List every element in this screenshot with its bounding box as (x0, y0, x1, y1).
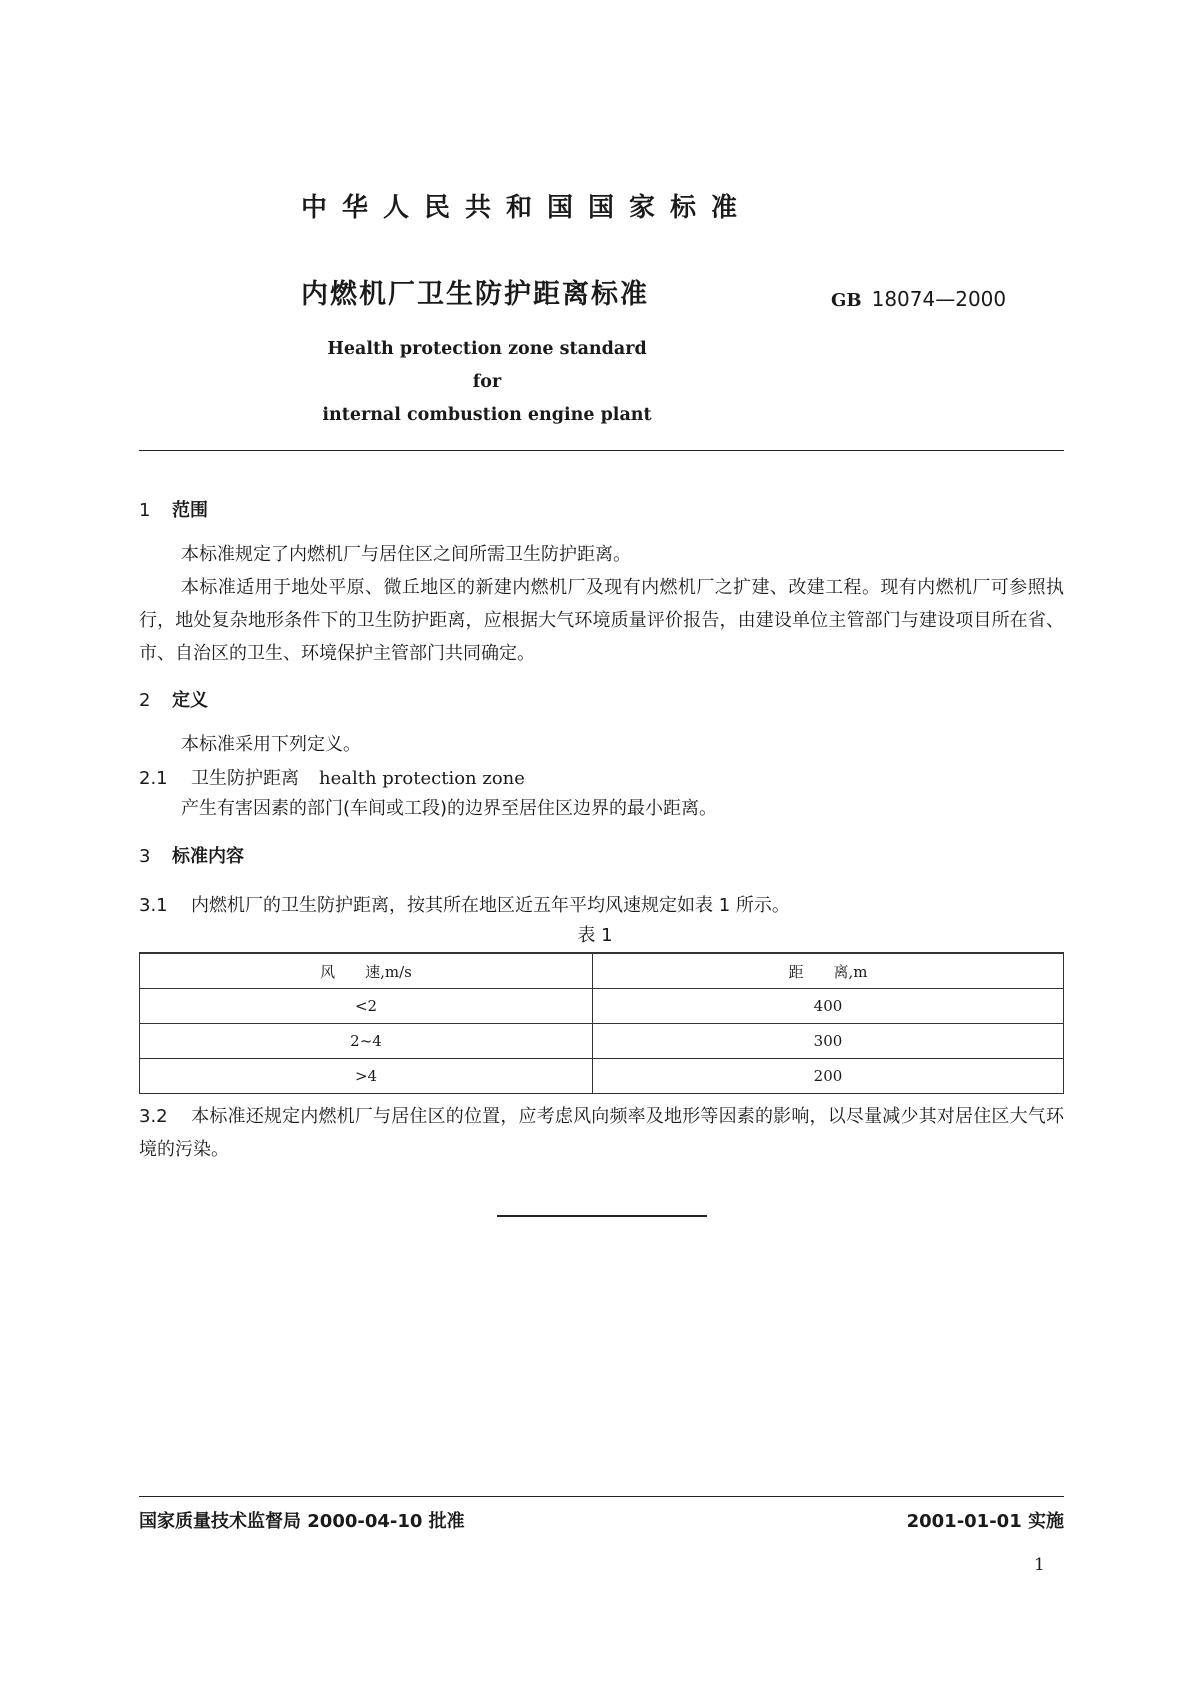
header-distance: 距 离,m (593, 953, 1064, 989)
section-1-paragraph-1: 本标准规定了内燃机厂与居住区之间所需卫生防护距离。 (181, 544, 631, 565)
section-2-number: 2 (139, 690, 151, 711)
clause-3-1 (139, 891, 790, 917)
header-wind-speed: 风 速,m/s (140, 953, 593, 989)
cell-wind-speed: <2 (140, 989, 593, 1024)
title-en-line-1: Health protection zone standard for (327, 339, 647, 392)
clause-3-2-text: 本标准还规定内燃机厂与居住区的位置，应考虑风向频率及地形等因素的影响，以尽量减少其对居住区大气环境的污染。 (139, 1106, 1064, 1160)
cell-distance: 400 (593, 989, 1064, 1024)
cell-wind-speed: >4 (140, 1059, 593, 1094)
cell-wind-speed: 2~4 (140, 1024, 593, 1059)
section-2-paragraph-1: 本标准采用下列定义。 (181, 734, 361, 755)
code-number: 18074—2000 (871, 287, 1007, 311)
section-3-number: 3 (139, 846, 151, 867)
definition-term-en: health protection zone (319, 768, 525, 789)
clause-3-1-text: 内燃机厂的卫生防护距离，按其所在地区近五年平均风速规定如表 1 所示。 (191, 895, 790, 916)
approval-info: 国家质量技术监督局 2000-04-10 批准 (139, 1511, 465, 1532)
definition-text: 产生有害因素的部门(车间或工段)的边界至居住区边界的最小距离。 (181, 798, 718, 819)
section-3-title: 标准内容 (172, 846, 244, 867)
standard-code (831, 287, 1006, 311)
code-prefix: GB (831, 290, 862, 311)
table-row (140, 989, 1064, 1024)
document-title-cn: 内燃机厂卫生防护距离标准 (301, 279, 649, 310)
section-3-heading (139, 842, 244, 868)
section-1-title: 范围 (172, 500, 208, 521)
definition-2-1 (139, 764, 525, 790)
section-2-title: 定义 (172, 690, 208, 711)
protection-distance-table (139, 952, 1064, 1094)
page-number: 1 (1034, 1555, 1045, 1575)
clause-3-1-number: 3.1 (139, 895, 168, 916)
end-of-text-rule (497, 1215, 707, 1217)
cell-distance: 200 (593, 1059, 1064, 1094)
section-1-number: 1 (139, 500, 151, 521)
footer-divider (139, 1496, 1064, 1497)
section-1-heading (139, 496, 208, 522)
standard-type-heading: 中华人民共和国国家标准 (301, 193, 753, 223)
clause-3-2 (139, 1100, 1064, 1166)
section-1-paragraph-2: 本标准适用于地处平原、微丘地区的新建内燃机厂及现有内燃机厂之扩建、改建工程。现有内燃机厂可参照执行，地处复杂地形条件下的卫生防护距离，应根据大气环境质量评价报告，由建设单位主管部门与建设项目所在省、市、自治区的卫生、环境保护主管部门共同确定。 (139, 577, 1064, 664)
table-row (140, 1024, 1064, 1059)
table-caption: 表 1 (577, 925, 613, 946)
table-row (140, 1059, 1064, 1094)
header-divider (139, 450, 1064, 451)
document-title-en (322, 333, 652, 432)
definition-2-1-number: 2.1 (139, 768, 168, 789)
title-en-line-2: internal combustion engine plant (322, 405, 652, 425)
cell-distance: 300 (593, 1024, 1064, 1059)
clause-3-2-number: 3.2 (139, 1106, 168, 1127)
section-2-heading (139, 686, 208, 712)
implementation-date: 2001-01-01 实施 (906, 1511, 1064, 1532)
definition-term: 卫生防护距离 (191, 768, 299, 789)
table-header-row (140, 953, 1064, 989)
